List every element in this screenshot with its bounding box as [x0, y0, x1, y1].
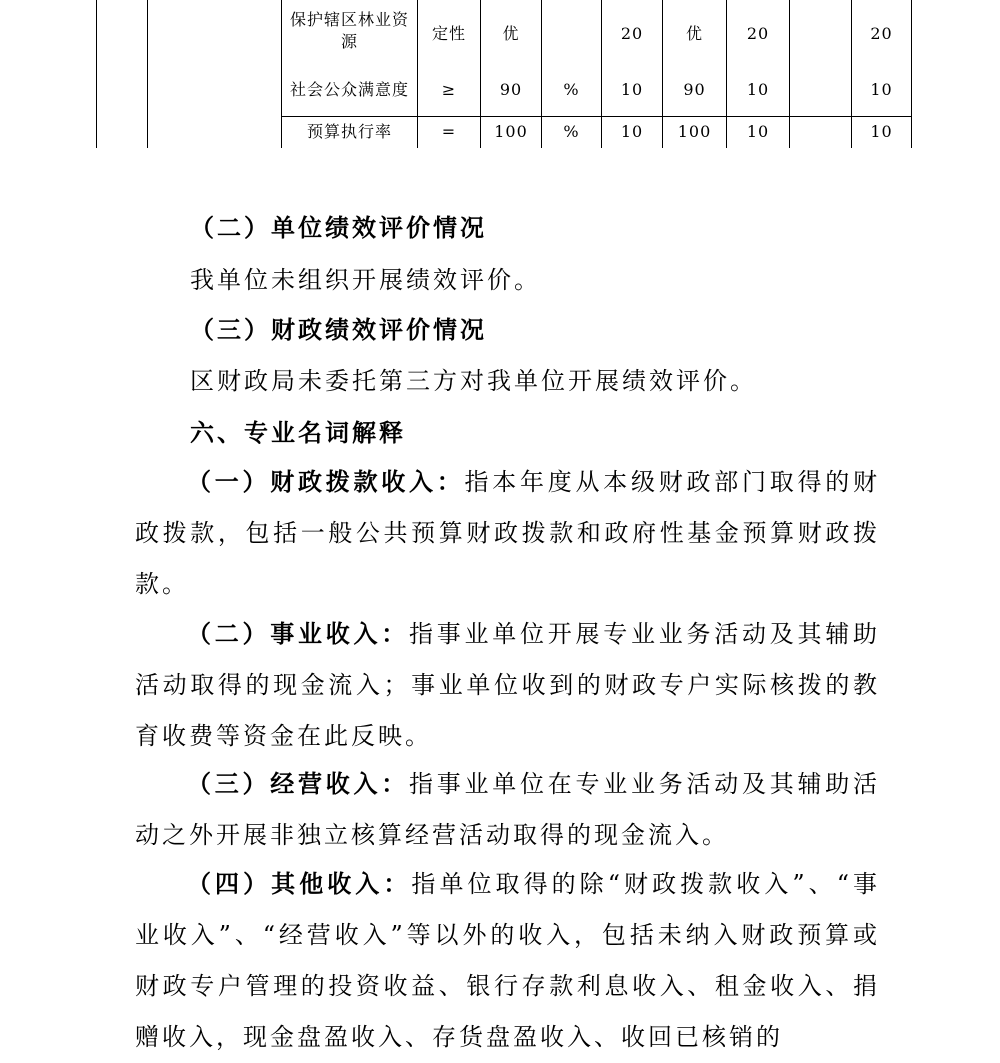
performance-table [0, 0, 1000, 148]
table-cell-deduction [790, 22, 851, 46]
table-cell-weight: 20 [620, 24, 644, 43]
table-cell-deduction [790, 120, 851, 144]
section-body: 区财政局未委托第三方对我单位开展绩效评价。 [190, 367, 757, 395]
term-paragraph [135, 858, 880, 1063]
term-label: （三）经营收入： [187, 769, 409, 798]
term-paragraph [135, 608, 880, 762]
term-text: 指事业单位在专业业务活动及其辅助活动之外开展非独立核算经营活动取得的现金流入。 [135, 770, 880, 849]
table-cell-final: 10 [870, 80, 893, 99]
table-cell-unit: % [563, 122, 580, 141]
term-text: 指单位取得的除“财政拨款收入”、“事业收入”、“经营收入”等以外的收入，包括未纳入财政预算或财政专户管理的投资收益、银行存款利息收入、租金收入、捐赠收入，现金盘盈收入、存货盘盈收入、收回已核销的 [135, 870, 881, 1051]
table-cell-target: 优 [502, 24, 520, 43]
term-text: 指事业单位开展专业业务活动及其辅助活动取得的现金流入；事业单位收到的财政专户实际核拨的教育收费等资金在此反映。 [135, 620, 880, 750]
table-cell-op: 定性 [431, 24, 466, 43]
term-paragraph [135, 456, 880, 610]
table-cell-actual: 90 [683, 80, 706, 99]
table-cell-final: 10 [870, 122, 893, 141]
table-cell-op: ≥ [441, 80, 457, 99]
table-cell-score: 20 [746, 24, 770, 43]
table-cell-weight: 10 [620, 80, 644, 99]
table-cell-actual: 100 [677, 122, 712, 141]
table-border [281, 116, 912, 117]
table-cell-deduction [790, 78, 851, 102]
chapter-heading: 六、专业名词解释 [190, 418, 406, 447]
table-border [147, 0, 148, 148]
table-cell-unit: % [563, 80, 580, 99]
term-paragraph [135, 758, 880, 861]
term-label: （一）财政拨款收入： [187, 467, 465, 496]
section-body: 我单位未组织开展绩效评价。 [190, 266, 541, 294]
table-cell-score: 10 [746, 80, 770, 99]
term-label: （二）事业收入： [187, 619, 409, 648]
section-heading: （二）单位绩效评价情况 [190, 213, 487, 242]
table-cell-op: = [441, 122, 457, 141]
table-border [911, 0, 912, 148]
table-border [96, 0, 97, 148]
section-heading: （三）财政绩效评价情况 [190, 315, 487, 344]
term-text: 指本年度从本级财政部门取得的财政拨款，包括一般公共预算财政拨款和政府性基金预算财政拨款。 [135, 468, 880, 598]
table-cell-final: 20 [870, 24, 893, 43]
table-cell-weight: 10 [620, 122, 644, 141]
table-cell-target: 100 [494, 122, 528, 141]
table-cell-indicator: 保护辖区林业资源 [289, 10, 409, 51]
table-cell-target: 90 [499, 80, 523, 99]
table-cell-unit [542, 22, 601, 46]
table-cell-actual: 优 [685, 24, 703, 43]
term-label: （四）其他收入： [187, 869, 412, 898]
table-cell-indicator: 社会公众满意度 [289, 80, 409, 99]
table-cell-indicator: 预算执行率 [306, 122, 392, 141]
table-cell-score: 10 [746, 122, 770, 141]
